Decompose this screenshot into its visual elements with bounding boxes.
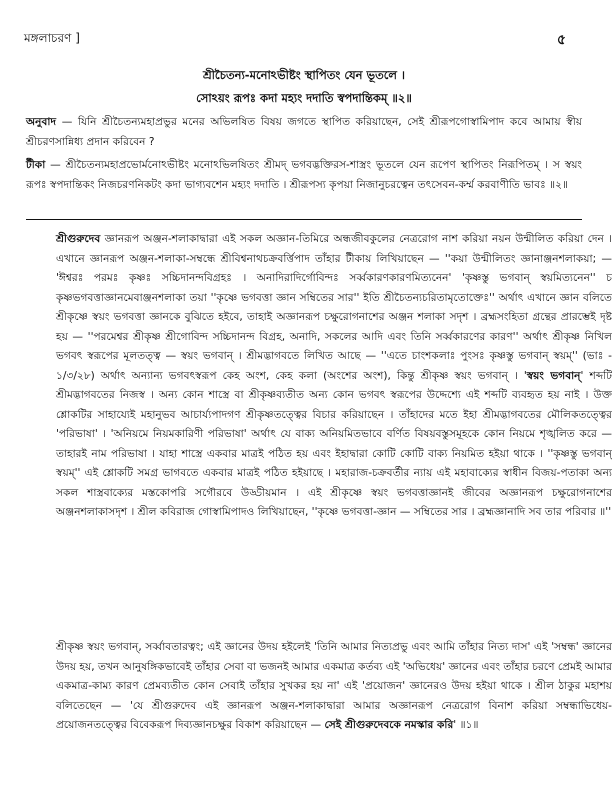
translation-label: অনুবাদ [26, 116, 57, 128]
para2-end: ' ॥১॥ [453, 719, 479, 731]
page-number: ৫ [556, 32, 566, 48]
body-paragraph-1 [26, 230, 612, 523]
para2-bold-phrase: সেই শ্রীগুরুদেবকে নমস্কার করি [324, 719, 454, 731]
para1-lead: শ্রীগুরুদেব [56, 233, 101, 245]
verse-line-1: শ্রীচৈতন্য-মনোঽভীষ্টং স্থাপিতং যেন ভূতলে । [202, 68, 406, 82]
running-head: মঙ্গলাচরণ ] [24, 31, 80, 45]
body-paragraph-2 [26, 638, 612, 736]
commentary-paragraph [26, 156, 582, 195]
para2-text: শ্রীকৃষ্ণ স্বয়ং ভগবান্, সর্ব্বাবতারত্বং; এই জ্ঞানের উদয় হইলেই 'তিনি আমার নিত্যপ্রভু এবং আমি তাঁহার নিত্য দাস' এই 'সম্বন্ধ' জ্ঞানের উদয় হয়, তখন আনুষঙ্গিকভাবেই তাঁহার সেবা বা ভজনই আমার একমাত্র কর্তব্য এই 'অভিধেয়' জ্ঞানের এবং তাঁহার চরণে প্রেমই আমার একমাত্র-কাম্য কারণ প্রেমব্যতীত কোন সেবাই তাঁহার সুখকর হয় না' এই 'প্রয়োজন' জ্ঞানেরও উদয় হইয়া থাকে । শ্রীল ঠাকুর মহাশয় বলিতেছেন — 'যে শ্রীগুরুদেব এই জ্ঞানরূপ অঞ্জন-শলাকাদ্বারা আমার অজ্ঞানরূপ নেত্ররোগ বিনাশ করিয়া সম্বন্ধাভিধেয়-প্রয়োজনতত্ত্বের বিবেকরূপ দিব্যজ্ঞানচক্ষুর বিকাশ করিয়াছেন — [56, 641, 612, 731]
verse [0, 64, 608, 110]
para1-text: জ্ঞানরূপ অঞ্জন-শলাকাদ্বারা এই সকল অজ্ঞান-তিমিরে অন্ধজীবকুলের নেত্ররোগ নাশ করিয়া নয়ন উন্মীলিত করিয়া দেন । এখানে জ্ঞানরূপ অঞ্জন-শলাকা-সম্বন্ধে শ্রীবিশ্বনাথচক্রবর্ত্তিপাদ তাঁহার টীকায় লিখিয়াছেন — ''কয়া উন্মীলিতং জ্ঞানাঞ্জনশলাকয়া; — 'ঈশ্বরঃ পরমঃ কৃষ্ণঃ সচ্চিদানন্দবিগ্রহঃ । অনাদিরাদির্গোবিন্দঃ সর্ব্বকারণকারণমিত্যনেন' 'কৃষ্ণস্তু ভগবান্ স্বয়মিত্যনেন'' চ কৃষ্ণভগবত্তাজ্ঞানমেবাঞ্জনশলাকা তয়া ''কৃষ্ণে ভগবত্তা জ্ঞান সম্বিতের সার'' ইতি শ্রীচৈতন্যচরিতামৃতোক্তেঃ'' অর্থাৎ এখানে জ্ঞান বলিতে শ্রীকৃষ্ণে স্বয়ং ভগবত্তা জ্ঞানকে বুঝিতে হইবে, তাহাই অজ্ঞানরূপ চক্ষুরোগনাশের অঞ্জন শলাকা সদৃশ । ব্রহ্মসংহিতা গ্রন্থের প্রারম্ভেই দৃষ্ট হয় — ''পরমেশ্বর শ্রীকৃষ্ণ শ্রীগোবিন্দ সচ্চিদানন্দ বিগ্রহ, অনাদি, সকলের আদি এবং তিনি সর্ব্বকারণের কারণ'' অর্থাৎ শ্রীকৃষ্ণ নিখিল ভগবৎ স্বরূপের মূলতত্ত্ব — স্বয়ং ভগবান্ । শ্রীমদ্ভাগবতে লিখিত আছে — ''এতে চাংশকলাঃ পুংসঃ কৃষ্ণস্তু ভগবান্ স্বয়ম্'' (ভাঃ - ১/৩/২৮) অর্থাৎ অন্যান্য ভগবৎস্বরূপ কেহ অংশ, কেহ কলা (অংশের অংশ), কিন্তু শ্রীকৃষ্ণ স্বয়ং ভগবান্ । ' [56, 233, 612, 382]
translation-text: — যিনি শ্রীচৈতন্যমহাপ্রভুর মনের অভিলষিত বিষয় জগতে স্থাপিত করিয়াছেন, সেই শ্রীরূপগোস্বামিপাদ কবে আমায় স্বীয় শ্রীচরণসান্নিধ্য প্রদান করিবেন ? [26, 116, 582, 148]
commentary-label: টীকা [26, 159, 46, 171]
commentary-text: — শ্রীচৈতন্যমহাপ্রভোর্মনোঽভীষ্টং মনোঽভিলষিতং শ্রীমদ্ ভগবদ্ভক্তিরস-শাস্ত্রং ভূতলে যেন রূপেণ স্থাপিতং নিরূপিতম্ । স স্বয়ং রূপঃ স্বপদান্তিকং নিজচরণনিকটং কদা ভাগ্যবশেন মহ্যং দদাতি । শ্রীরূপস্য কৃপয়া নিজানুচরত্বেন তৎসেবন-কর্ম্ম করবাণীতি ভাবঃ ॥২॥ [26, 159, 582, 191]
para1-text-continued: ' শব্দটি শ্রীমদ্ভাগবতের নিজস্ব । অন্য কোন শাস্ত্রে বা শ্রীকৃষ্ণব্যতীত অন্য কোন ভগবৎ স্বরূপের উদ্দেশ্যে এই শব্দটি ব্যবহৃত হয় নাই । উক্ত শ্লোকটির সাহায্যেই মহানুভব আচার্য্যপাদগণ শ্রীকৃষ্ণতত্ত্বের বিচার করিয়াছেন । তাঁহাদের মতে ইহা শ্রীমদ্ভাগবতের মৌলিকতত্ত্বের 'পরিভাষা' । 'অনিয়মে নিয়মকারিণী পরিভাষা' অর্থাৎ যে বাক্য অনিয়মিতভাবে বর্ণিত বিষয়বস্তুসমূহকে কোন নিয়মে শৃঙ্খলিত করে — তাহারই নাম পরিভাষা । যাহা শাস্ত্রে একবার মাত্রই পঠিত হয় এবং ইহাদ্বারা কোটি কোটি বাক্য নিয়মিত হইয়া থাকে । ''কৃষ্ণস্তু ভগবান্ স্বয়ম্'' এই শ্লোকটি সমগ্র ভাগবতে একবার মাত্রই পঠিত হইয়াছে । মহারাজ-চক্রবর্তীর ন্যায় এই মহাবাক্যের স্বাধীন বিজয়-পতাকা অন্য সকল শাস্ত্রবাক্যের মস্তকোপরি সগৌরবে উড্ডীয়মান । এই শ্রীকৃষ্ণে স্বয়ং ভগবত্তাজ্ঞানই জীবের অজ্ঞানরূপ চক্ষুরোগনাশের অঞ্জনশলাকাসদৃশ । শ্রীল কবিরাজ গোস্বামিপাদও লিখিয়াছেন, ''কৃষ্ণে ভগবত্তা-জ্ঞান — সম্বিতের সার । ব্রহ্মজ্ঞানাদি সব তার পরিবার ॥'' [56, 369, 612, 518]
verse-line-2: সোঽয়ং রূপঃ কদা মহ্যং দদাতি স্বপদান্তিকম্ ॥২॥ [196, 91, 412, 105]
translation-paragraph [26, 113, 582, 152]
section-divider [26, 219, 582, 220]
para1-bold-term: স্বয়ং ভগবান্ [526, 369, 581, 382]
